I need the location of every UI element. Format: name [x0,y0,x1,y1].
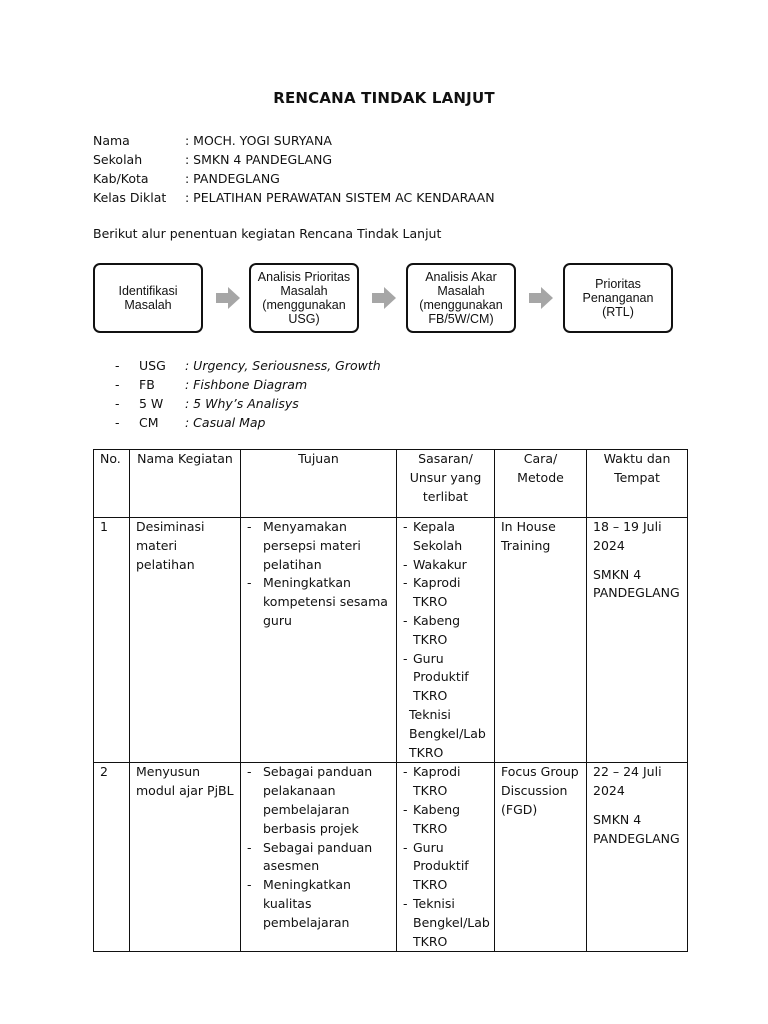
list-item: - Sebagai panduan asesmen [247,839,390,877]
header-tujuan: Tujuan [241,450,397,518]
info-label: Kelas Diklat [93,190,167,205]
header-sasaran: Sasaran/ Unsur yang terlibat [397,450,495,518]
list-item: - Kabeng TKRO [403,612,488,650]
cell-metode: Focus Group Discussion (FGD) [495,763,587,952]
list-item: - Kaprodi TKRO [403,574,488,612]
legend-row-cm [115,413,381,432]
list-item: - Wakakur [403,556,488,575]
flow-intro-text: Berikut alur penentuan kegiatan Rencana Tindak Lanjut [93,226,442,241]
legend-abbr: USG [139,358,166,373]
list-item: - Kabeng TKRO [403,801,488,839]
header-waktu-tempat: Waktu dan Tempat [587,450,688,518]
info-label: Kab/Kota [93,171,149,186]
legend-dash: - [115,396,120,411]
waktu-text: 22 – 24 Juli 2024 [593,764,662,799]
table-row [94,763,688,952]
info-row-kelas-diklat [93,188,495,207]
cell-waktu-tempat [587,763,688,952]
waktu-text: 18 – 19 Juli 2024 [593,519,662,553]
flow-step-label: Analisis Prioritas Masalah (menggunakan USG) [257,270,351,326]
cell-sasaran [397,763,495,952]
info-value: : PELATIHAN PERAWATAN SISTEM AC KENDARAAN [185,190,495,205]
flow-step-label: Analisis Akar Masalah (menggunakan FB/5W/CM) [419,270,503,326]
legend-row-usg [115,356,381,375]
arrow-right-icon [372,287,396,309]
legend-dash: - [115,415,120,430]
table-header-row [94,450,688,518]
legend-row-5w [115,394,381,413]
arrow-right-icon [529,287,553,309]
legend-abbr: FB [139,377,155,392]
list-item: - Sebagai panduan pelakanaan pembelajaran berbasis projek [247,763,390,838]
list-item: Teknisi Bengkel/Lab TKRO [409,706,486,760]
list-item: - Guru Produktif TKRO [403,650,488,706]
legend-meaning: : Casual Map [185,415,266,430]
header-no: No. [94,450,130,518]
cell-kegiatan: Menyusun modul ajar PjBL [130,763,241,952]
header-metode: Cara/ Metode [495,450,587,518]
info-row-sekolah [93,150,495,169]
info-label: Sekolah [93,152,143,167]
document-title: RENCANA TINDAK LANJUT [273,89,495,107]
abbreviation-legend [115,356,381,432]
info-value: : PANDEGLANG [185,171,280,186]
rtl-table [93,449,688,952]
list-item: - Meningkatkan kualitas pembelajaran [247,876,390,932]
legend-row-fb [115,375,381,394]
legend-abbr: 5 W [139,396,164,411]
table-row [94,518,688,763]
info-value: : MOCH. YOGI SURYANA [185,133,332,148]
flow-step-analisis-prioritas [249,263,359,333]
list-item: - Meningkatkan kompetensi sesama guru [247,574,390,630]
cell-tujuan [241,763,397,952]
cell-sasaran [397,518,495,763]
header-nama-kegiatan: Nama Kegiatan [130,450,241,518]
info-value: : SMKN 4 PANDEGLANG [185,152,333,167]
flow-step-analisis-akar [406,263,516,333]
cell-no: 1 [94,518,130,763]
list-item: - Teknisi Bengkel/Lab TKRO [403,895,488,951]
cell-kegiatan: Desiminasi materi pelatihan [130,518,241,763]
info-row-kabkota [93,169,495,188]
list-item: - Kaprodi TKRO [403,763,488,801]
legend-dash: - [115,377,120,392]
tempat-text: SMKN 4 PANDEGLANG [593,566,680,601]
legend-meaning: : Fishbone Diagram [185,377,308,392]
legend-meaning: : Urgency, Seriousness, Growth [185,358,381,373]
legend-dash: - [115,358,120,373]
flow-step-identifikasi [93,263,203,333]
cell-waktu-tempat [587,518,688,763]
list-item: - Menyamakan persepsi materi pelatihan [247,518,390,574]
legend-abbr: CM [139,415,159,430]
list-item: - Kepala Sekolah [403,518,488,556]
info-label: Nama [93,133,130,148]
tempat-text: SMKN 4 PANDEGLANG [593,811,680,846]
legend-meaning: : 5 Why’s Analisys [185,396,299,411]
cell-metode: In House Training [495,518,587,763]
flow-step-label: Identifikasi Masalah [118,284,178,312]
cell-tujuan [241,518,397,763]
cell-no: 2 [94,763,130,952]
participant-info [93,131,495,207]
list-item: - Guru Produktif TKRO [403,839,488,895]
flow-step-label: Prioritas Penanganan (RTL) [582,277,654,319]
flow-step-prioritas-penanganan [563,263,673,333]
info-row-nama [93,131,495,150]
arrow-right-icon [216,287,240,309]
